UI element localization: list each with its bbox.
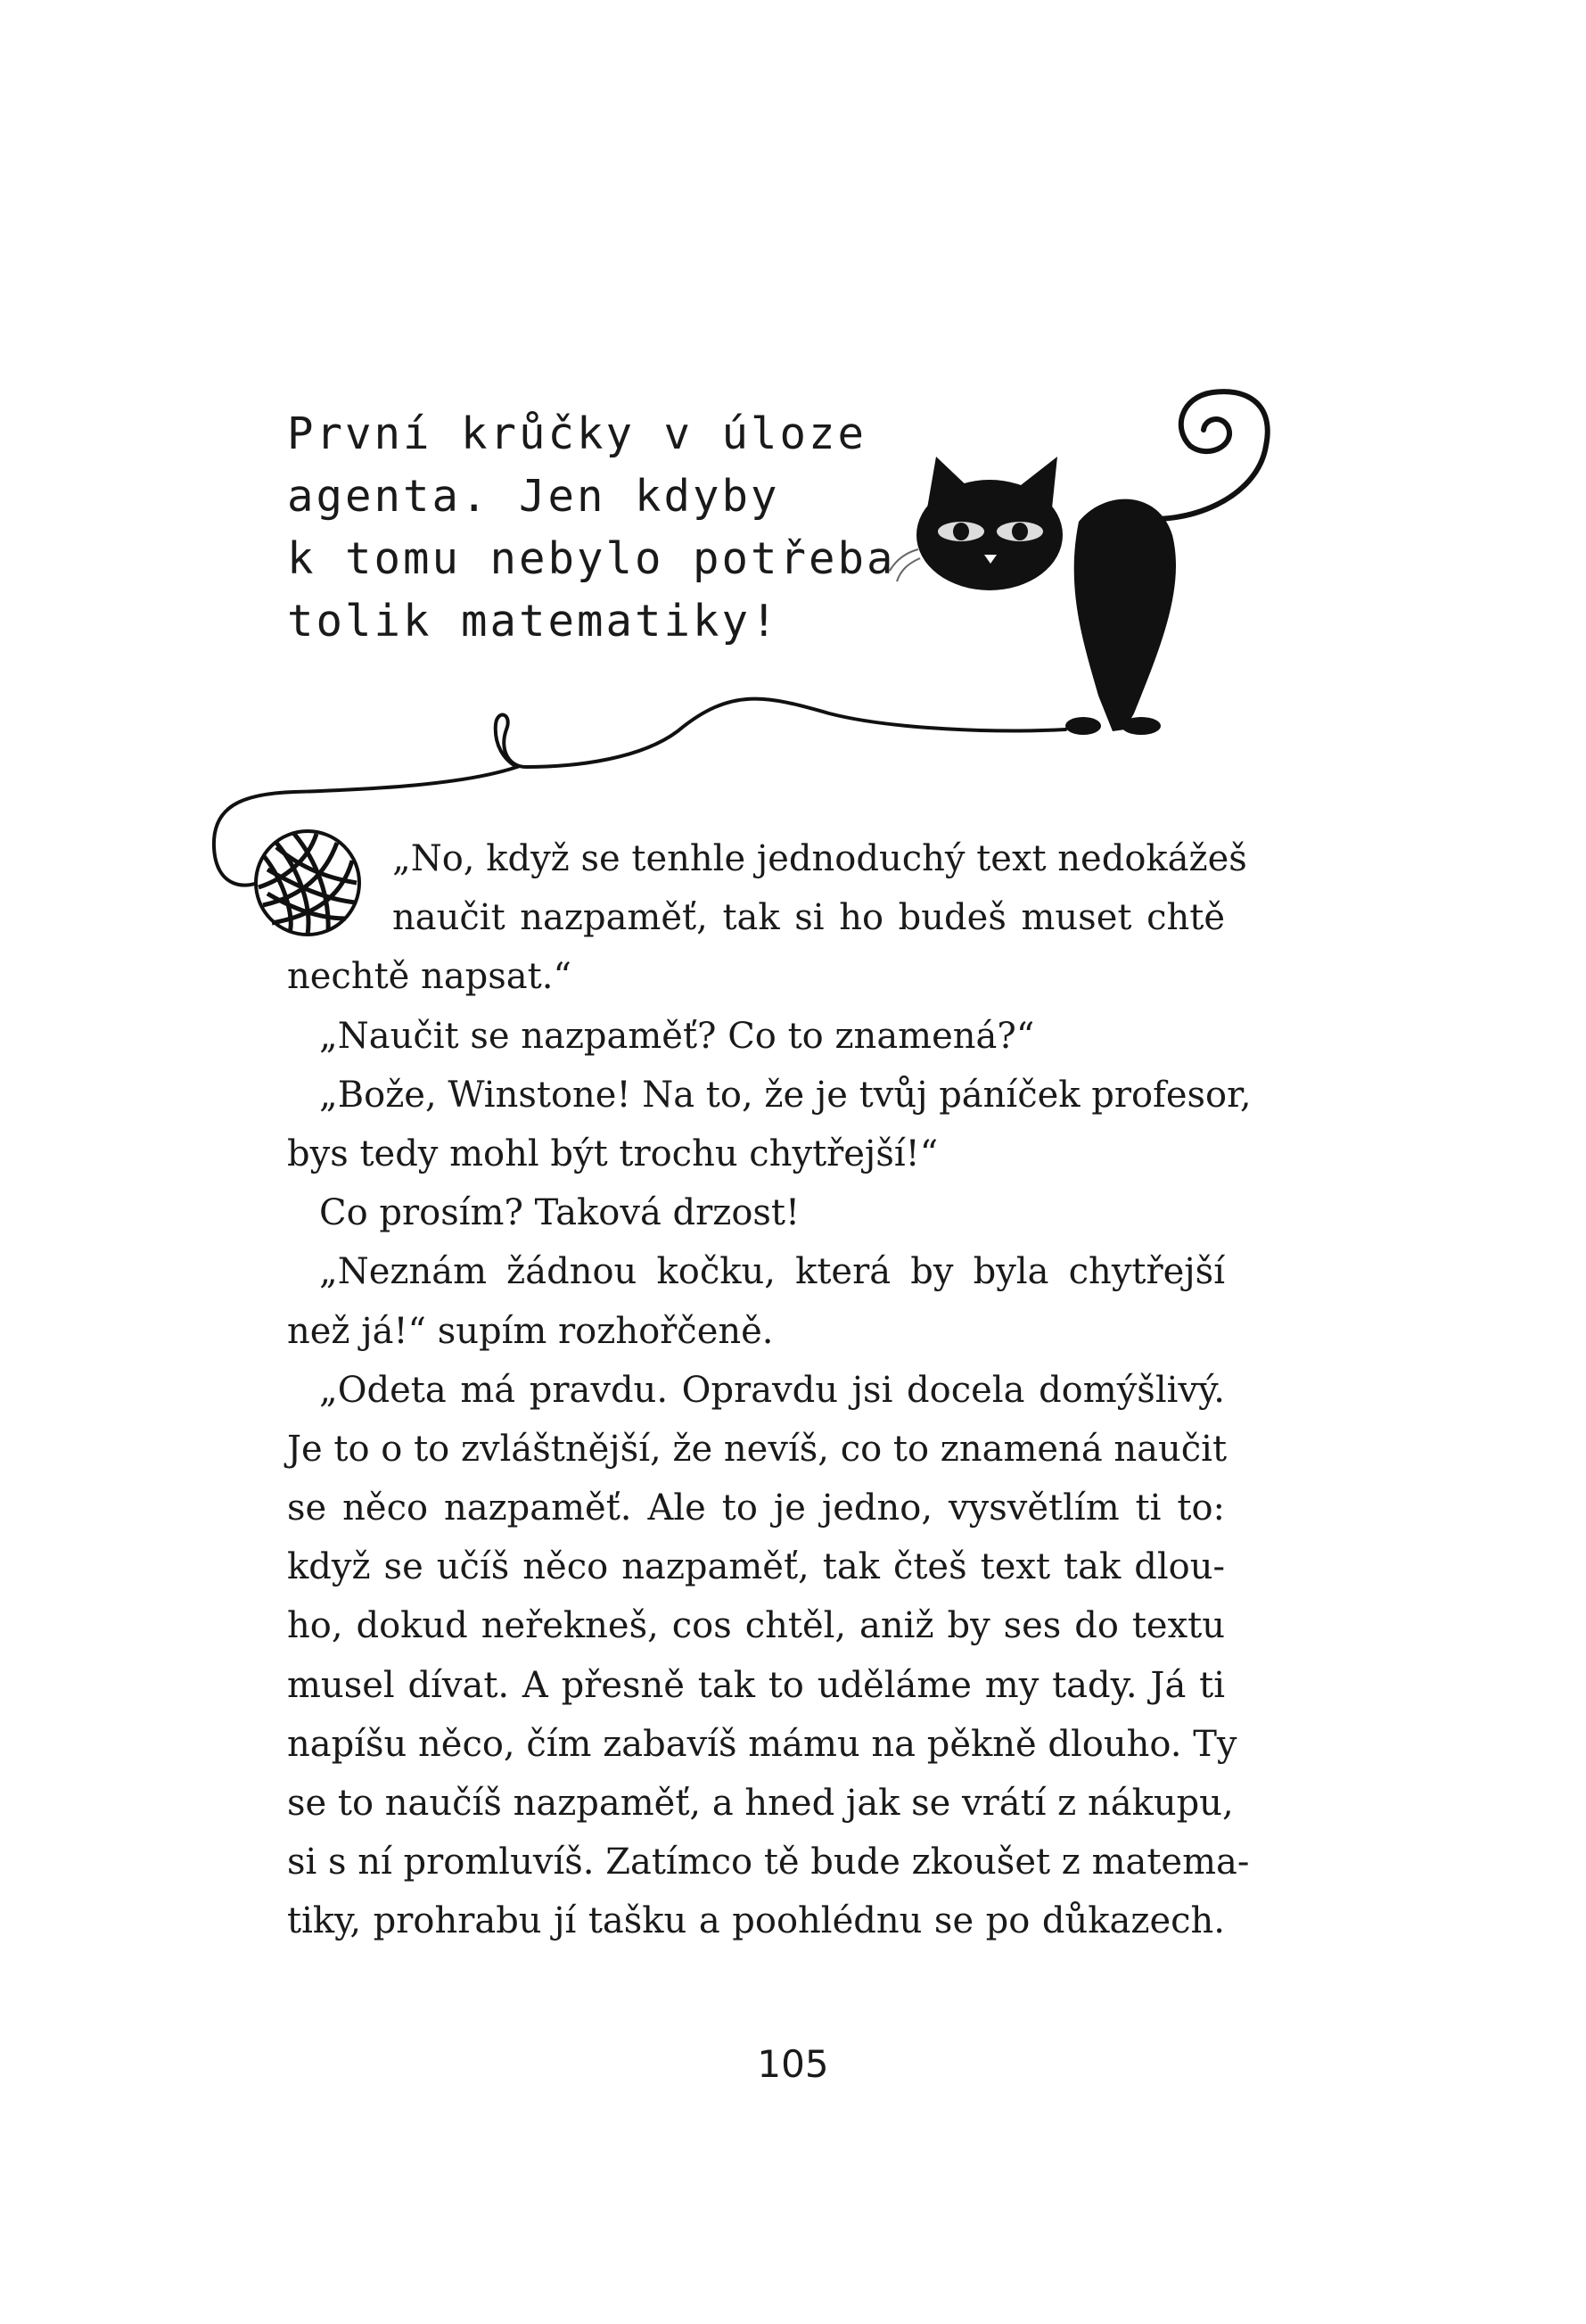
text-line: napíšu něco, čím zabavíš mámu na pěkně dlouho. Ty [287, 1723, 1237, 1765]
page-number: 105 [757, 2042, 829, 2086]
text-line: „Naučit se nazpaměť? Co to znamená?“ [319, 1015, 1035, 1057]
chapter-title-line: tolik matematiky! [287, 596, 780, 647]
text-line: Co prosím? Taková drzost! [319, 1192, 801, 1234]
text-line: Je to o to zvláštnější, že nevíš, co to znamená naučit [287, 1428, 1228, 1470]
chapter-title-line: agenta. Jen kdyby [287, 471, 780, 522]
text-line: se něco nazpaměť. Ale to je jedno, vysvětlím ti to: [287, 1488, 1225, 1529]
text-line: „Odeta má pravdu. Opravdu jsi docela domýšlivý. [319, 1369, 1225, 1411]
chapter-title-line: První krůčky v úloze [287, 408, 867, 459]
text-line: „Neznám žádnou kočku, která by byla chytřejší [319, 1251, 1225, 1293]
chapter-body-text [287, 829, 1252, 1951]
text-line: ho, dokud neřekneš, cos chtěl, aniž by ses do textu [287, 1605, 1225, 1647]
text-line: „Bože, Winstone! Na to, že je tvůj páníček profesor, [319, 1074, 1252, 1116]
cat-tail [1134, 391, 1268, 519]
chapter-title-line: k tomu nebylo potřeba [287, 533, 896, 584]
text-line: musel dívat. A přesně tak to uděláme my tady. Já ti [287, 1664, 1225, 1706]
text-line: si s ní promluvíš. Zatímco tě bude zkoušet z matema- [287, 1842, 1250, 1883]
text-line: nechtě napsat.“ [287, 956, 571, 998]
text-line: tiky, prohrabu jí tašku a poohlédnu se po důkazech. [287, 1900, 1225, 1942]
text-line: se to naučíš nazpaměť, a hned jak se vrátí z nákupu, [287, 1783, 1234, 1824]
text-line: když se učíš něco nazpaměť, tak čteš text tak dlou- [287, 1546, 1225, 1588]
text-line: „No, když se tenhle jednoduchý text nedokážeš [392, 838, 1247, 879]
text-line: naučit nazpaměť, tak si ho budeš muset chtě [392, 897, 1225, 939]
text-line: bys tedy mohl být trochu chytřejší!“ [287, 1133, 939, 1174]
text-line: než já!“ supím rozhořčeně. [287, 1310, 774, 1352]
black-cat-icon [890, 457, 1176, 735]
